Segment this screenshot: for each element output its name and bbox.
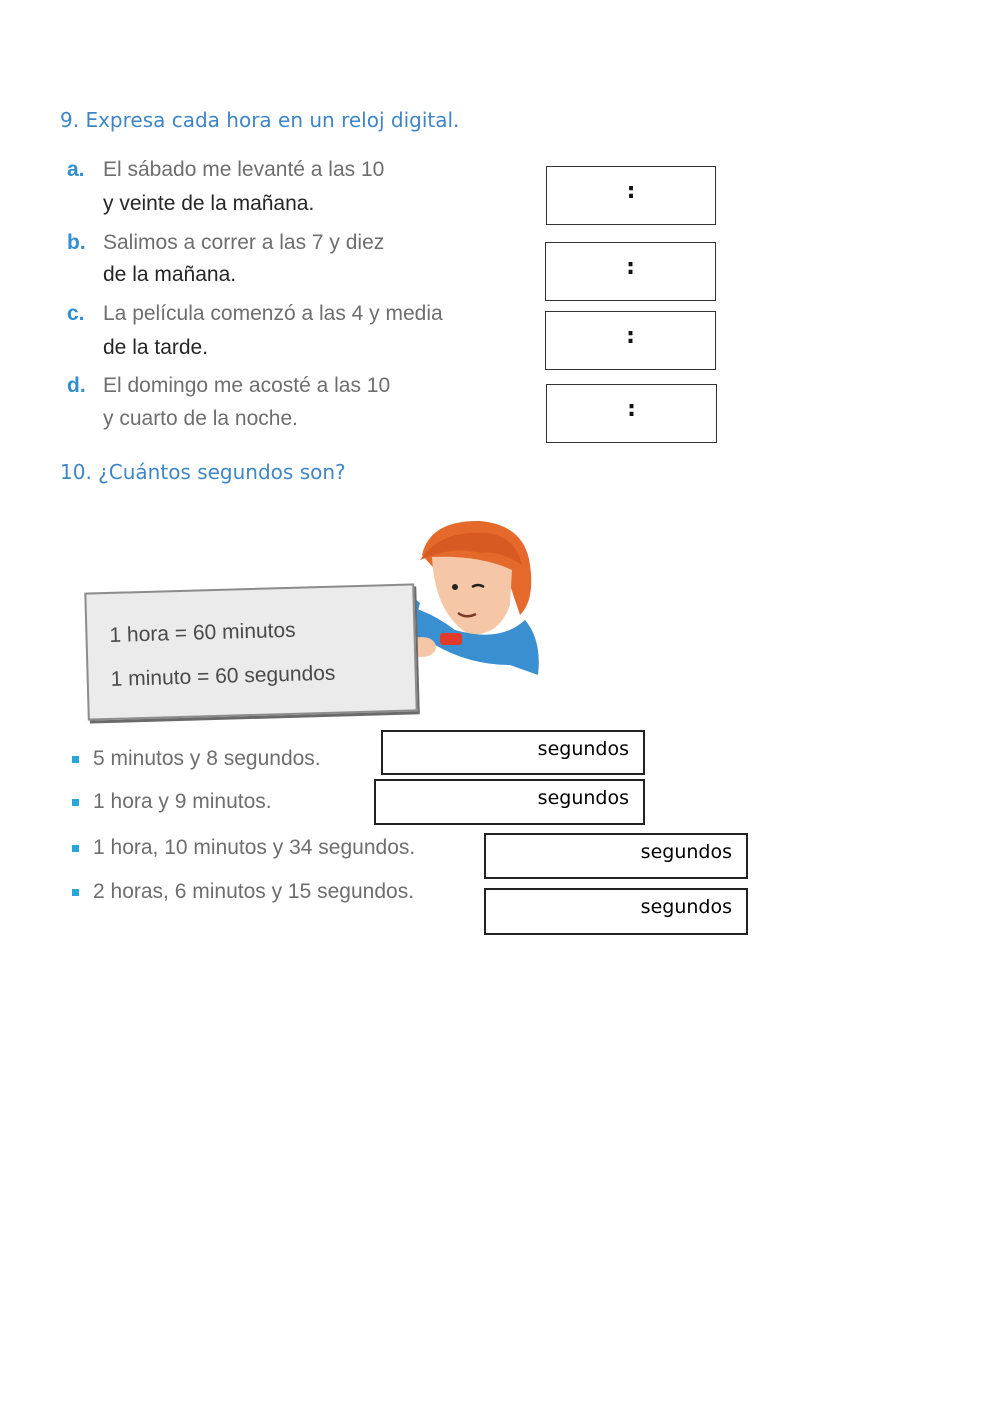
bullet-icon [72, 889, 79, 896]
unit-label: segundos [537, 738, 629, 760]
seconds-answer-2 [374, 779, 645, 825]
question-1-text: 5 minutos y 8 segundos. [93, 747, 321, 770]
time-separator: : [626, 324, 635, 349]
seconds-input-1[interactable] [389, 736, 533, 768]
item-c-letter: c. [67, 302, 85, 325]
seconds-answer-1 [381, 730, 645, 775]
question-3-text: 1 hora, 10 minutos y 34 segundos. [93, 836, 416, 859]
time-answer-b [545, 242, 716, 301]
seconds-answer-4 [484, 888, 748, 935]
time-separator: : [626, 179, 636, 204]
minutes-input-a[interactable] [644, 167, 715, 226]
bullet-icon [72, 845, 79, 852]
seconds-input-3[interactable] [492, 839, 636, 871]
time-answer-d [546, 384, 717, 443]
bullet-icon [72, 756, 79, 763]
item-c-line1: La película comenzó a las 4 y media [103, 302, 443, 325]
item-b-line2: de la mañana. [103, 263, 237, 286]
minutes-input-b[interactable] [643, 243, 715, 302]
question-2-text: 1 hora y 9 minutos. [93, 790, 272, 813]
sign-line-hour: 1 hora = 60 minutos [109, 618, 296, 647]
time-separator: : [626, 255, 635, 280]
item-a-line2: y veinte de la mañana. [103, 192, 315, 215]
time-separator: : [627, 397, 636, 422]
seconds-answer-3 [484, 833, 748, 879]
minutes-input-d[interactable] [644, 385, 716, 444]
unit-label: segundos [537, 787, 629, 809]
minutes-input-c[interactable] [643, 312, 715, 371]
exercise-10-title: 10. ¿Cuántos segundos son? [60, 460, 346, 484]
sign-line-minute: 1 minuto = 60 segundos [110, 661, 336, 691]
item-b-letter: b. [67, 231, 86, 254]
seconds-input-2[interactable] [382, 785, 526, 817]
time-answer-a [546, 166, 716, 225]
item-d-line2: y cuarto de la noche. [103, 407, 298, 430]
item-d-line1: El domingo me acosté a las 10 [103, 374, 391, 397]
item-b-line1: Salimos a correr a las 7 y diez [103, 231, 385, 254]
seconds-input-4[interactable] [492, 894, 636, 926]
item-a-letter: a. [67, 158, 85, 181]
conversion-sign [84, 583, 417, 720]
unit-label: segundos [640, 896, 732, 918]
item-d-letter: d. [67, 374, 86, 397]
item-a-line1: El sábado me levanté a las 10 [103, 158, 385, 181]
bullet-icon [72, 799, 79, 806]
exercise-9-title: 9. Expresa cada hora en un reloj digital. [60, 108, 460, 132]
time-answer-c [545, 311, 716, 370]
question-4-text: 2 horas, 6 minutos y 15 segundos. [93, 880, 415, 903]
item-c-line2: de la tarde. [103, 336, 209, 359]
unit-label: segundos [640, 841, 732, 863]
